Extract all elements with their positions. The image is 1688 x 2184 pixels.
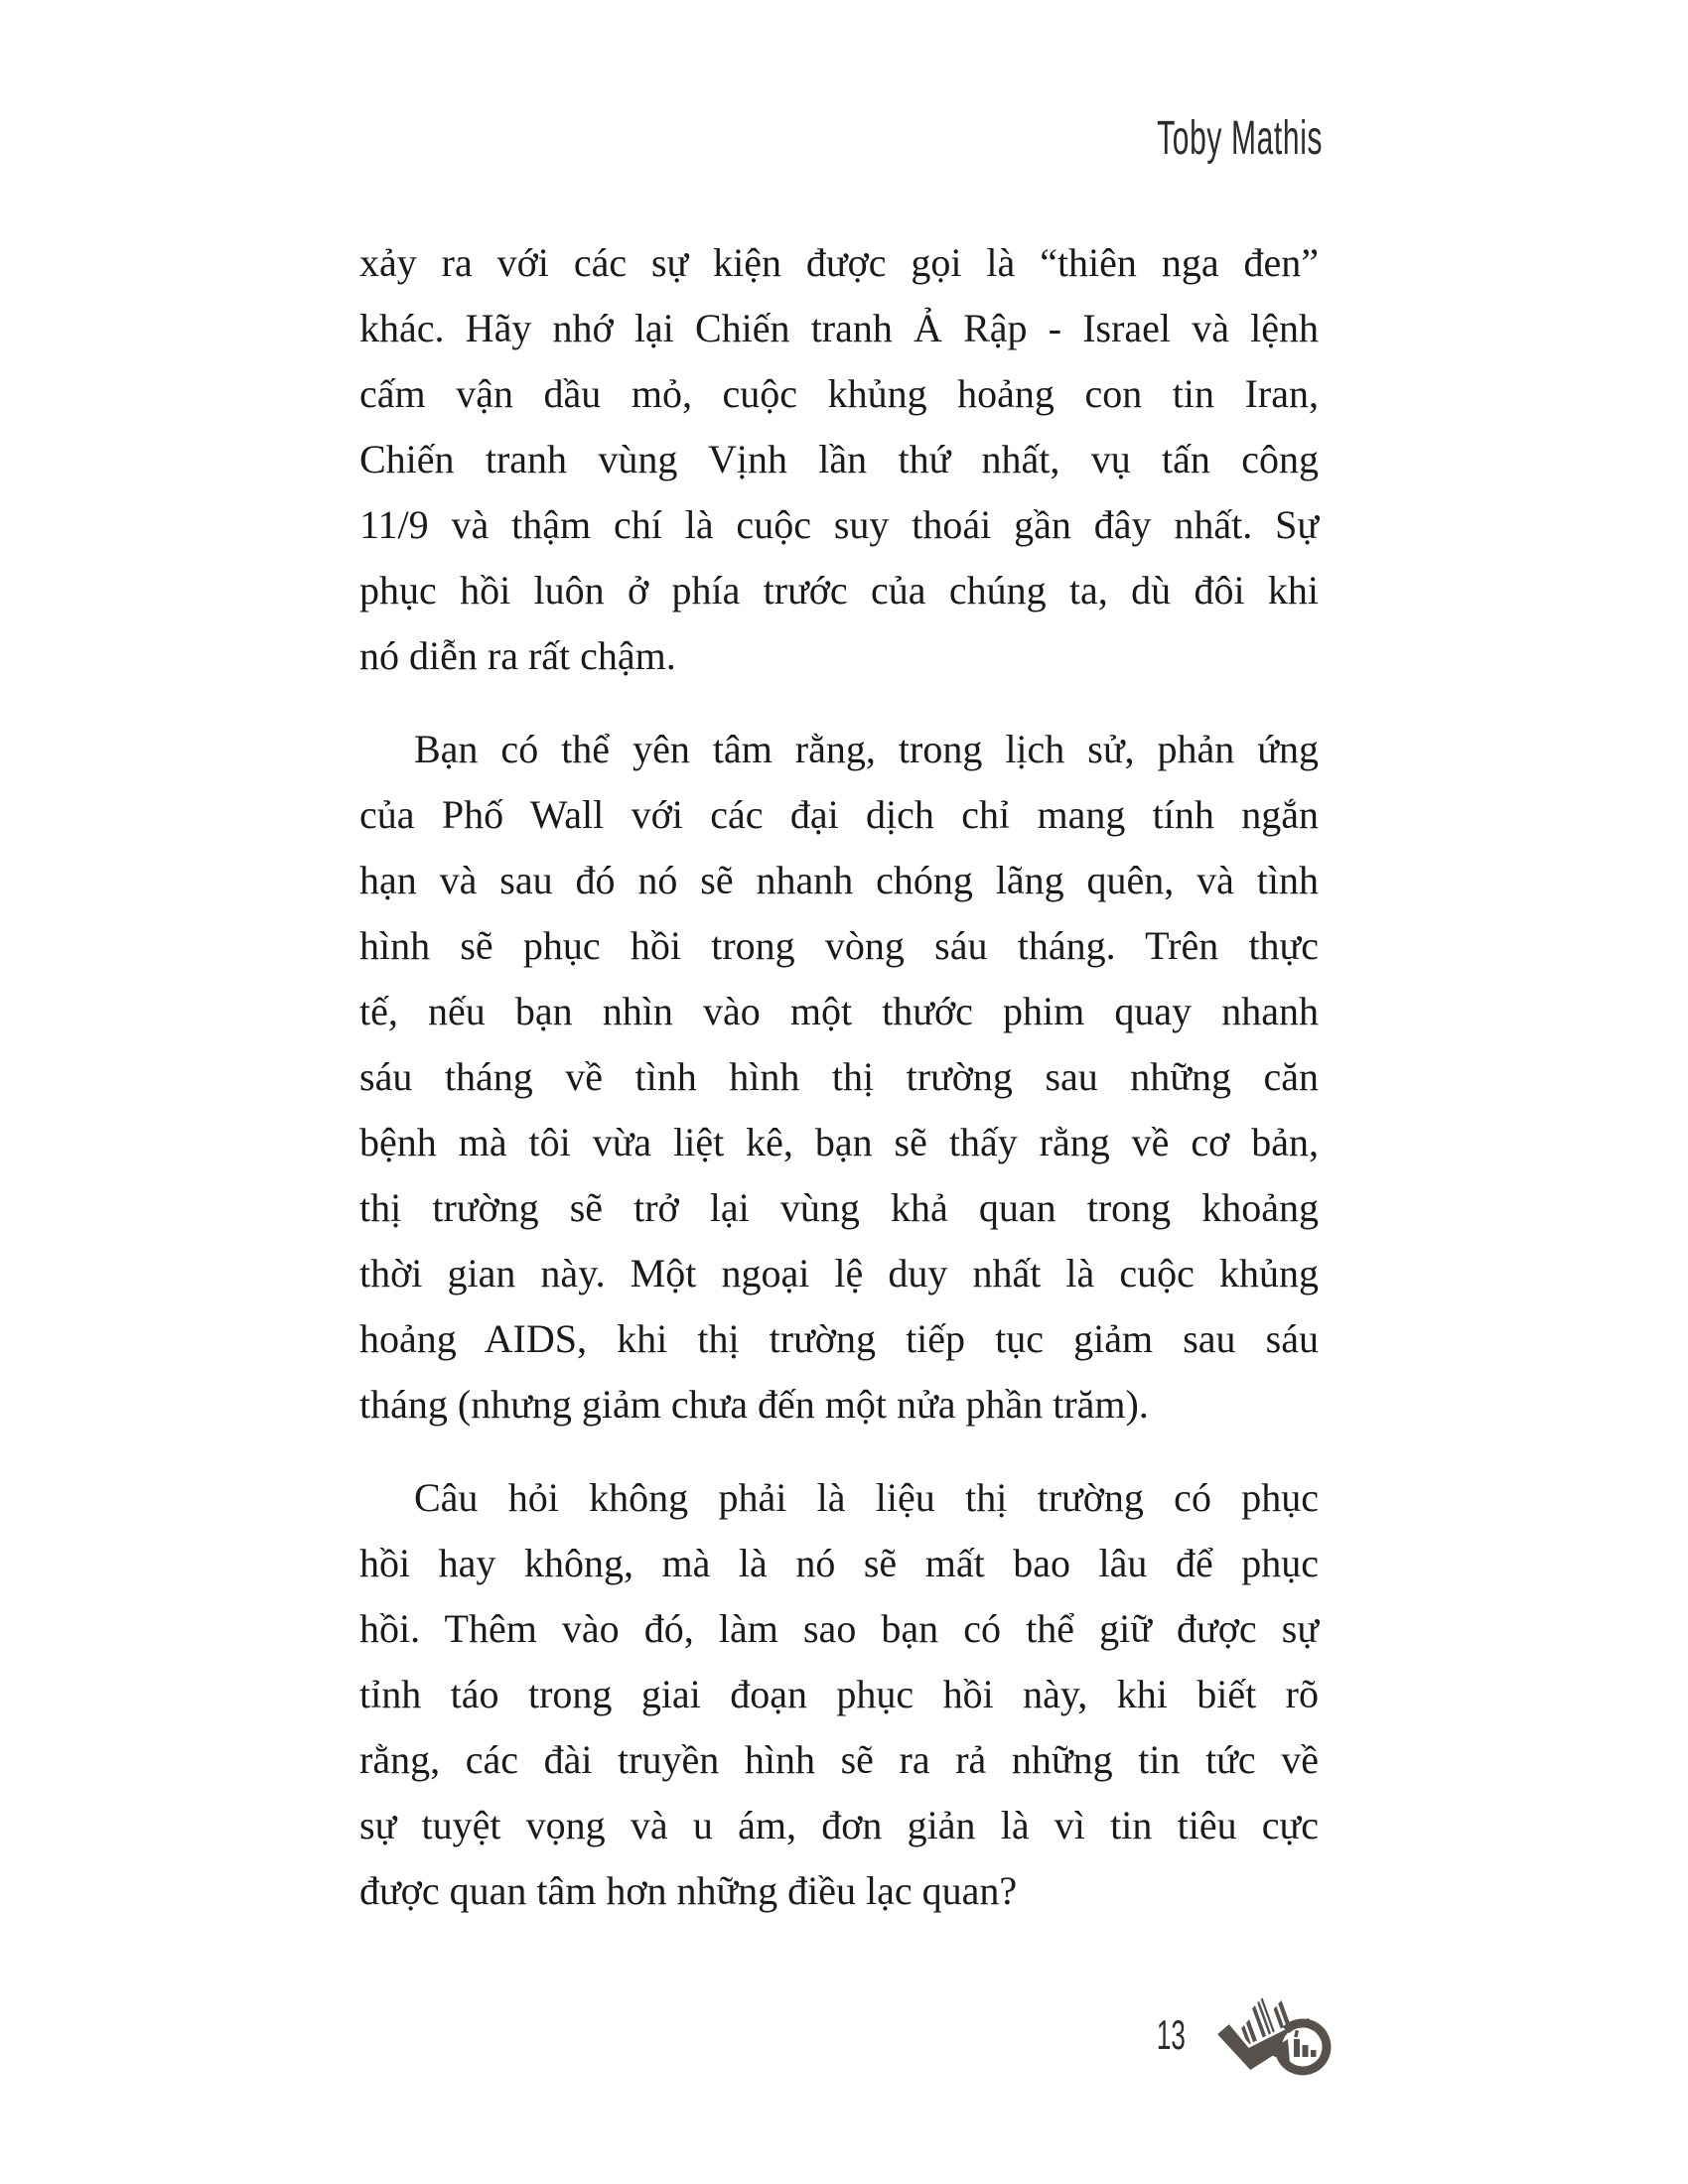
text-line: Chiến tranh vùng Vịnh lần thứ nhất, vụ tấn công <box>359 437 1319 481</box>
page-footer <box>1148 1985 1339 2085</box>
paragraph <box>359 230 1319 689</box>
text-line: bệnh mà tôi vừa liệt kê, bạn sẽ thấy rằng về cơ bản, <box>359 1120 1319 1164</box>
text-line: hạn và sau đó nó sẽ nhanh chóng lãng quên, và tình <box>359 858 1319 902</box>
text-line: rằng, các đài truyền hình sẽ ra rả những tin tức về <box>359 1737 1319 1782</box>
text-line: 11/9 và thậm chí là cuộc suy thoái gần đây nhất. Sự <box>359 502 1319 547</box>
text-line: cấm vận dầu mỏ, cuộc khủng hoảng con tin Iran, <box>359 371 1319 416</box>
text-line: tỉnh táo trong giai đoạn phục hồi này, khi biết rõ <box>359 1672 1319 1716</box>
text-line: tế, nếu bạn nhìn vào một thước phim quay nhanh <box>359 989 1319 1033</box>
body-text <box>359 230 1319 1924</box>
text-line: xảy ra với các sự kiện được gọi là “thiên nga đen” <box>359 240 1319 285</box>
paragraph <box>359 1465 1319 1924</box>
text-line: hoảng AIDS, khi thị trường tiếp tục giảm sau sáu <box>359 1316 1319 1361</box>
text-line: tháng (nhưng giảm chưa đến một nửa phần trăm). <box>359 1382 1149 1427</box>
text-line: được quan tâm hơn những điều lạc quan? <box>359 1868 1018 1913</box>
text-line: Câu hỏi không phải là liệu thị trường có phục <box>414 1475 1319 1520</box>
text-line: của Phố Wall với các đại dịch chỉ mang tính ngắn <box>359 792 1319 837</box>
running-header: Toby Mathis <box>1157 112 1323 165</box>
text-line: phục hồi luôn ở phía trước của chúng ta, dù đôi khi <box>359 568 1319 613</box>
text-line: thời gian này. Một ngoại lệ duy nhất là cuộc khủng <box>359 1251 1319 1296</box>
text-line: hình sẽ phục hồi trong vòng sáu tháng. Trên thực <box>359 923 1319 968</box>
text-line: nó diễn ra rất chậm. <box>359 633 676 678</box>
text-line: hồi hay không, mà là nó sẽ mất bao lâu để phục <box>359 1541 1319 1585</box>
page-number: 13 <box>1156 2011 1186 2058</box>
skyline-refresh-logo-icon <box>1210 1987 1339 2083</box>
text-line: thị trường sẽ trở lại vùng khả quan trong khoảng <box>359 1185 1319 1230</box>
text-line: khác. Hãy nhớ lại Chiến tranh Ả Rập - Israel và lệnh <box>359 306 1319 350</box>
text-line: hồi. Thêm vào đó, làm sao bạn có thể giữ được sự <box>359 1606 1319 1651</box>
text-line: sáu tháng về tình hình thị trường sau những căn <box>359 1054 1319 1099</box>
paragraph <box>359 717 1319 1437</box>
text-line: sự tuyệt vọng và u ám, đơn giản là vì tin tiêu cực <box>359 1803 1319 1847</box>
text-line: Bạn có thể yên tâm rằng, trong lịch sử, phản ứng <box>414 727 1319 771</box>
